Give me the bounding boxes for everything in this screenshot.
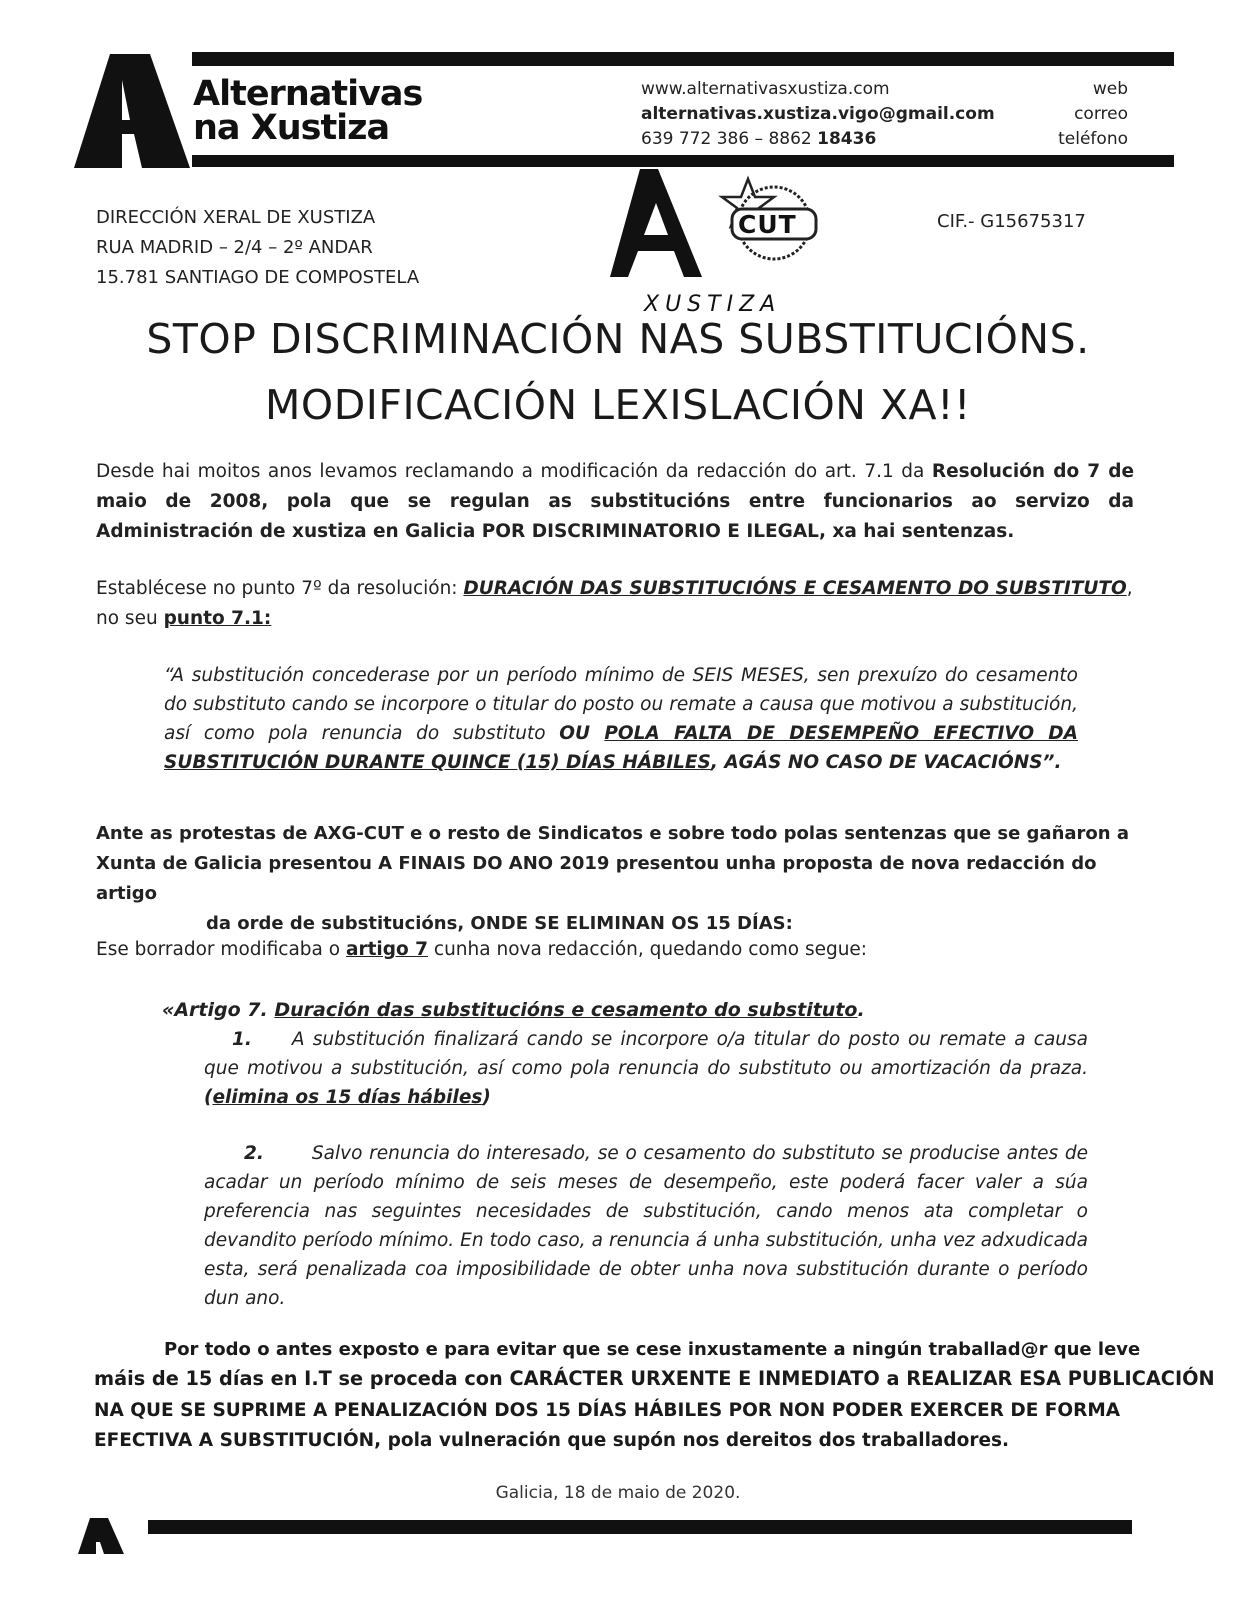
protest-line3: da orde de substitucións, ONDE SE ELIMINAN OS 15 DÍAS: — [206, 913, 793, 934]
artigo-item-2: 2. Salvo renuncia do interesado, se o cesamento do substituto se producise antes de acadar un período mínimo de seis meses de desempeño, este poderá facer valer a súa preferencia nas seguintes necesidades de substitución, cando menos ata completar o devandito período mínimo. En todo caso, a renuncia á unha substitución, unha vez adxudicada esta, será penalizada coa imposibilidade de obter unha nova substitución durante o período dun ano. — [204, 1143, 1088, 1309]
axg-cut-logo-icon — [600, 165, 840, 295]
cut-logo-text: CUT — [738, 210, 797, 239]
label-phone: teléfono — [1058, 129, 1128, 149]
brand-logo-icon — [72, 50, 192, 170]
label-web: web — [1092, 79, 1128, 99]
signature-date: Galicia, 18 de maio de 2020. — [495, 1483, 741, 1503]
address-line3: 15.781 SANTIAGO DE COMPOSTELA — [96, 267, 420, 288]
headline-line1: STOP DISCRIMINACIÓN NAS SUBSTITUCIÓNS. — [146, 315, 1090, 363]
footer-logo-icon — [76, 1516, 126, 1556]
brand-name-line2: na Xustiza — [193, 108, 390, 148]
protest-line1: Ante as protestas de AXG-CUT e o resto de Sindicatos e sobre todo polas sentenzas que se gañaron a — [96, 823, 1130, 844]
artigo-heading: «Artigo 7. Duración das substitucións e cesamento do substituto. — [162, 999, 865, 1021]
xustiza-logo-text: XUSTIZA — [644, 292, 782, 317]
headline-line2: MODIFICACIÓN LEXISLACIÓN XA!! — [265, 381, 971, 429]
address-line1: DIRECCIÓN XERAL DE XUSTIZA — [96, 207, 376, 228]
conclusion-line4: EFECTIVA A SUBSTITUCIÓN, pola vulneración que supón nos dereitos dos traballadores. — [94, 1430, 1010, 1451]
contact-labels — [1028, 77, 1128, 152]
header-top-rule — [192, 52, 1174, 66]
address-line2: RUA MADRID – 2/4 – 2º ANDAR — [96, 237, 373, 258]
brand-name-line1: Alternativas — [193, 74, 423, 114]
conclusion-line1: Por todo o antes exposto e para evitar que se cese inxustamente a ningún traballad@r que leve — [164, 1339, 1141, 1360]
contact-block — [641, 77, 1041, 152]
contact-email[interactable]: alternativas.xustiza.vigo@gmail.com — [641, 104, 995, 124]
footer-rule — [148, 1520, 1132, 1534]
protest-line2: Xunta de Galicia presentou A FINAIS DO ANO 2019 presentou unha proposta de nova redacción do artigo — [96, 853, 1097, 904]
protest-paragraph — [96, 819, 1156, 939]
contact-phone: 639 772 386 – 8862 18436 — [641, 129, 877, 149]
label-email: correo — [1074, 104, 1128, 124]
recipient-address — [96, 203, 419, 293]
contact-web[interactable]: www.alternativasxustiza.com — [641, 79, 890, 99]
resolution-quote: “A substitución concederase por un período mínimo de SEIS MESES, sen prexuízo do cesamento do substituto cando se incorpore o titular do posto ou remate a causa que motivou a substitución, así como pola renuncia do substituto OU POLA FALTA DE DESEMPEÑO EFECTIVO DA SUBSTITUCIÓN DURANTE QUINCE (15) DÍAS HÁBILES, AGÁS NO CASO DE VACACIÓNS”. — [164, 665, 1078, 773]
item1-number: 1. — [232, 1029, 252, 1050]
punto-paragraph: Establécese no punto 7º da resolución: DURACIÓN DAS SUBSTITUCIÓNS E CESAMENTO DO SUBSTITUTO, no seu punto 7.1: — [96, 578, 1133, 629]
conclusion-line2: máis de 15 días en I.T se proceda con CARÁCTER URXENTE E INMEDIATO a REALIZAR ESA PUBLICACIÓN — [94, 1367, 1215, 1390]
conclusion-line3: NA QUE SE SUPRIME A PENALIZACIÓN DOS 15 DÍAS HÁBILES POR NON PODER EXERCER DE FORMA — [94, 1400, 1121, 1421]
intro-paragraph: Desde hai moitos anos levamos reclamando a modificación da redacción do art. 7.1 da Resolución do 7 de maio de 2008, pola que se regulan as substitucións entre funcionarios ao servizo da Administración de xustiza en Galicia POR DISCRIMINATORIO E ILEGAL, xa hai sentenzas. — [96, 461, 1134, 542]
cif-number: CIF.- G15675317 — [937, 211, 1086, 232]
artigo-item-1: 1. A substitución finalizará cando se incorpore o/a titular do posto ou remate a causa que motivou a substitución, así como pola renuncia do substituto ou amortización da praza. (elimina os 15 días hábiles) — [204, 1029, 1088, 1108]
borrador-paragraph: Ese borrador modificaba o artigo 7 cunha nova redacción, quedando como segue: — [96, 939, 868, 960]
item2-number: 2. — [244, 1143, 264, 1164]
